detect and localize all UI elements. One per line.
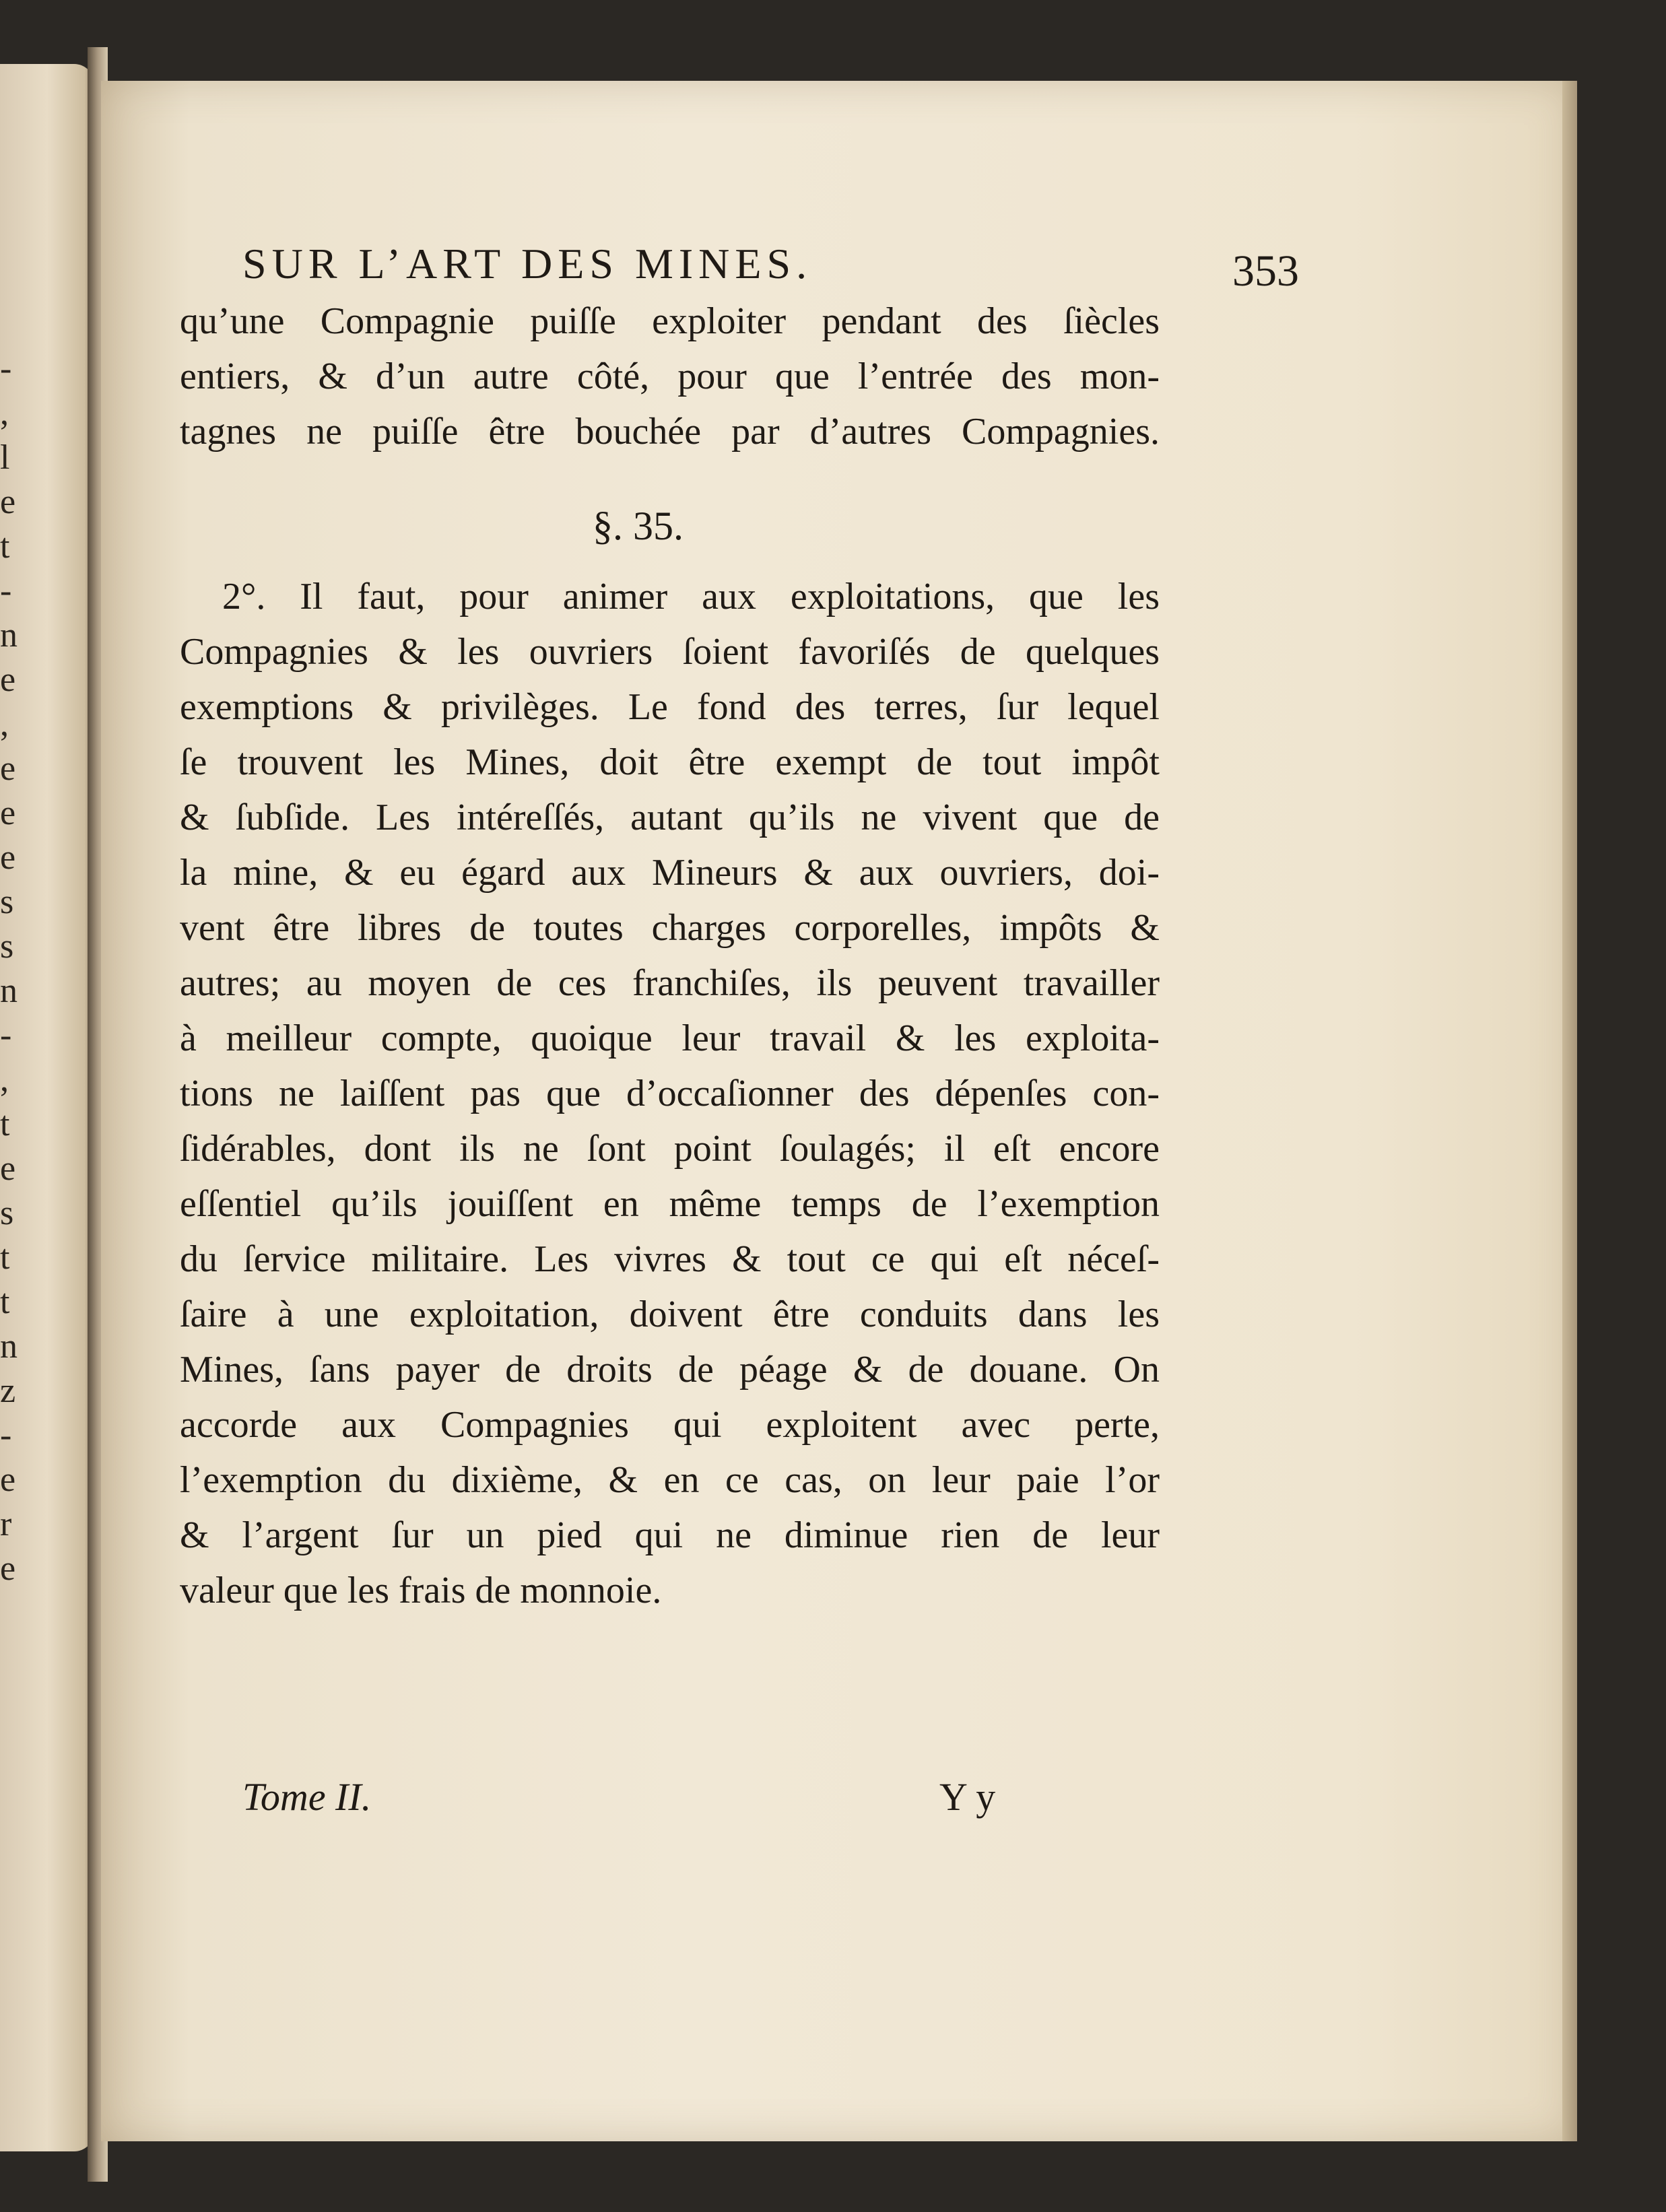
facing-page-fragment: , — [0, 1061, 9, 1099]
text-line: vent être libres de toutes charges corporelles, impôts & — [180, 907, 1160, 949]
text-line: & l’argent ſur un pied qui ne diminue rien de leur — [180, 1514, 1160, 1556]
facing-page-fragment: - — [0, 1016, 12, 1054]
facing-page-fragment: , — [0, 705, 9, 743]
facing-page-fragment: e — [0, 1149, 16, 1188]
facing-page-fragment: - — [0, 349, 12, 388]
facing-page-edge — [0, 64, 94, 2151]
text-line: autres; au moyen de ces franchiſes, ils peuvent travailler — [180, 962, 1160, 1004]
facing-page-fragment: - — [0, 572, 12, 610]
text-line: entiers, & d’un autre côté, pour que l’entrée des mon- — [180, 356, 1160, 397]
text-line: ſaire à une exploitation, doivent être conduits dans les — [180, 1294, 1160, 1335]
text-line: ſe trouvent les Mines, doit être exempt de tout impôt — [180, 741, 1160, 783]
facing-page-fragment: s — [0, 1194, 14, 1232]
text-line: accorde aux Compagnies qui exploitent avec perte, — [180, 1404, 1160, 1446]
text-line: ſidérables, dont ils ne ſont point ſoulagés; il eſt encore — [180, 1128, 1160, 1170]
text-line: qu’une Compagnie puiſſe exploiter pendant des ſiècles — [180, 300, 1160, 342]
text-line: & ſubſide. Les intéreſſés, autant qu’ils ne vivent que de — [180, 797, 1160, 838]
text-line: Compagnies & les ouvriers ſoient favoriſés de quelques — [180, 631, 1160, 673]
volume-label: Tome II. — [242, 1775, 372, 1819]
facing-page-fragment: s — [0, 927, 14, 966]
facing-page-fragment: t — [0, 1105, 10, 1143]
facing-page-fragment: e — [0, 661, 16, 699]
page-fore-edge — [1562, 81, 1577, 2141]
text-line: Mines, ſans payer de droits de péage & de douane. On — [180, 1349, 1160, 1390]
facing-page-fragment: t — [0, 527, 10, 566]
facing-page-fragment: l — [0, 438, 10, 477]
section-heading: §. 35. — [593, 504, 684, 548]
text-line: exemptions & privilèges. Le fond des terres, ſur lequel — [180, 686, 1160, 728]
facing-page-fragment: t — [0, 1283, 10, 1321]
text-line: tagnes ne puiſſe être bouchée par d’autres Compagnies. — [180, 411, 1160, 453]
facing-page-fragment: - — [0, 1416, 12, 1454]
text-line: la mine, & eu égard aux Mineurs & aux ouvriers, doi- — [180, 852, 1160, 894]
facing-page-fragment: n — [0, 616, 18, 655]
facing-page-fragment: e — [0, 749, 16, 788]
facing-page-fragment: , — [0, 394, 9, 432]
text-line: 2°. Il faut, pour animer aux exploitations, que les — [222, 576, 1160, 617]
facing-page-fragment: r — [0, 1505, 12, 1543]
facing-page-fragment: n — [0, 1327, 18, 1366]
text-line: eſſentiel qu’ils jouiſſent en même temps de l’exemption — [180, 1183, 1160, 1225]
facing-page-fragment: t — [0, 1238, 10, 1277]
page-number: 353 — [1232, 246, 1299, 296]
facing-page-fragment: z — [0, 1372, 16, 1410]
facing-page-fragment: e — [0, 483, 16, 521]
text-line: du ſervice militaire. Les vivres & tout ce qui eſt néceſ- — [180, 1238, 1160, 1280]
facing-page-fragment: s — [0, 883, 14, 921]
signature-mark: Y y — [939, 1775, 996, 1819]
facing-page-fragment: e — [0, 1461, 16, 1499]
text-line: valeur que les frais de monnoie. — [180, 1570, 662, 1611]
facing-page-fragment: e — [0, 838, 16, 877]
facing-page-fragment: e — [0, 794, 16, 832]
running-title: SUR L’ART DES MINES. — [242, 240, 813, 288]
facing-page-fragment: e — [0, 1549, 16, 1588]
facing-page-text-fragments — [0, 347, 20, 1591]
facing-page-fragment: n — [0, 972, 18, 1010]
text-line: tions ne laiſſent pas que d’occaſionner des dépenſes con- — [180, 1073, 1160, 1114]
text-line: l’exemption du dixième, & en ce cas, on leur paie l’or — [180, 1459, 1160, 1501]
text-line: à meilleur compte, quoique leur travail & les exploita- — [180, 1017, 1160, 1059]
